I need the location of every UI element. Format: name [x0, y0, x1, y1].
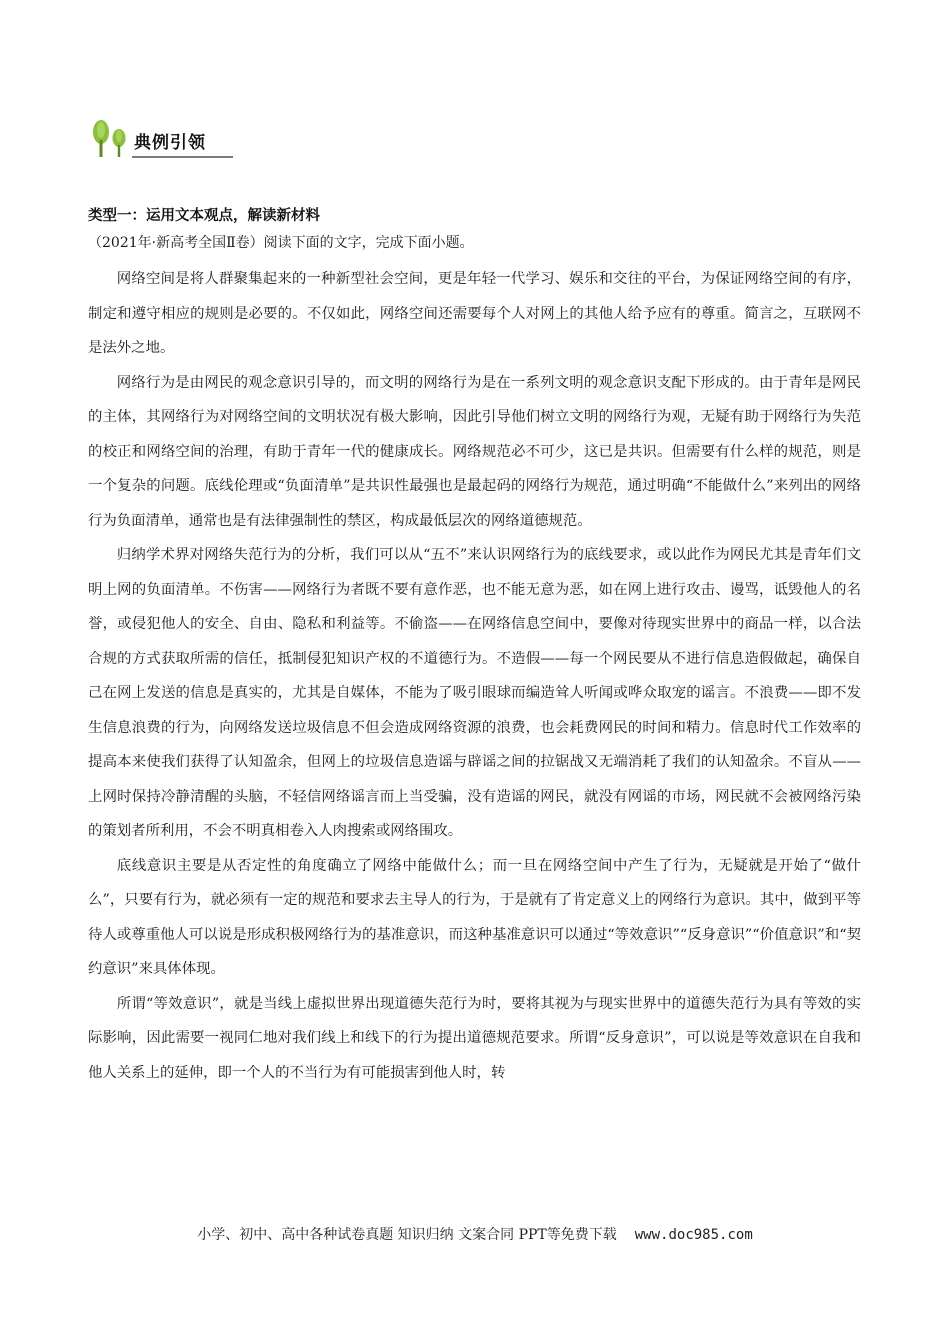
badge-underline [132, 156, 233, 158]
article-body [88, 262, 861, 1090]
footer-text: 小学、初中、高中各种试卷真题 知识归纳 文案合同 PPT等免费下载 [197, 1227, 617, 1243]
article-paragraph: 所谓“等效意识”，就是当线上虚拟世界出现道德失范行为时，要将其视为与现实世界中的道德失范行为具有等效的实际影响，因此需要一视同仁地对我们线上和线下的行为提出道德规范要求。所谓“反身意识”，可以说是等效意识在自我和他人关系上的延伸，即一个人的不当行为有可能损害到他人时，转 [88, 995, 861, 1081]
article-paragraph: 网络空间是将人群聚集起来的一种新型社会空间，更是年轻一代学习、娱乐和交往的平台，为保证网络空间的有序，制定和遵守相应的规则是必要的。不仅如此，网络空间还需要每个人对网上的其他人给予应有的尊重。简言之，互联网不是法外之地。 [88, 271, 861, 356]
tree-icon [88, 118, 134, 158]
article-paragraph: 归纳学术界对网络失范行为的分析，我们可以从“五不”来认识网络行为的底线要求，或以此作为网民尤其是青年们文明上网的负面清单。不伤害——网络行为者既不要有意作恶，也不能无意为恶，如在网上进行攻击、谩骂，诋毁他人的名誉，或侵犯他人的安全、自由、隐私和利益等。不偷盗——在网络信息空间中，要像对待现实世界中的商品一样，以合法合规的方式获取所需的信任，抵制侵犯知识产权的不道德行为。不造假——每一个网民要从不进行信息造假做起，确保自己在网上发送的信息是真实的，尤其是自媒体，不能为了吸引眼球而编造耸人听闻或哗众取宠的谣言。不浪费——即不发生信息浪费的行为，向网络发送垃圾信息不但会造成网络资源的浪费，也会耗费网民的时间和精力。信息时代工作效率的提高本来使我们获得了认知盈余，但网上的垃圾信息造谣与辟谣之间的拉锯战又无端消耗了我们的认知盈余。不盲从——上网时保持冷静清醒的头脑，不轻信网络谣言而上当受骗，没有造谣的网民，就没有网谣的市场，网民就不会被网络污染的策划者所利用，不会不明真相卷入人肉搜索或网络围攻。 [88, 547, 861, 839]
article-paragraph: 底线意识主要是从否定性的角度确立了网络中能做什么；而一旦在网络空间中产生了行为，无疑就是开始了“做什么”，只要有行为，就必须有一定的规范和要求去主导人的行为，于是就有了肯定意义上的网络行为意识。其中，做到平等待人或尊重他人可以说是形成积极网络行为的基准意识，而这种基准意识可以通过“等效意识”“反身意识”“价值意识”和“契约意识”来具体体现。 [88, 857, 861, 977]
section-badge [88, 118, 233, 160]
source-line: （2021年·新高考全国Ⅱ卷）阅读下面的文字，完成下面小题。 [88, 235, 474, 251]
footer-url[interactable]: www.doc985.com [634, 1227, 753, 1243]
page-footer [0, 1224, 950, 1244]
badge-title: 典例引领 [134, 133, 206, 153]
article-paragraph: 网络行为是由网民的观念意识引导的，而文明的网络行为是在一系列文明的观念意识支配下形成的。由于青年是网民的主体，其网络行为对网络空间的文明状况有极大影响，因此引导他们树立文明的网络行为观，无疑有助于网络行为失范的校正和网络空间的治理，有助于青年一代的健康成长。网络规范必不可少，这已是共识。但需要有什么样的规范，则是一个复杂的问题。底线伦理或“负面清单”是共识性最强也是最起码的网络行为规范，通过明确“不能做什么”来列出的网络行为负面清单，通常也是有法律强制性的禁区，构成最低层次的网络道德规范。 [88, 374, 861, 529]
type-heading: 类型一：运用文本观点，解读新材料 [88, 208, 320, 224]
